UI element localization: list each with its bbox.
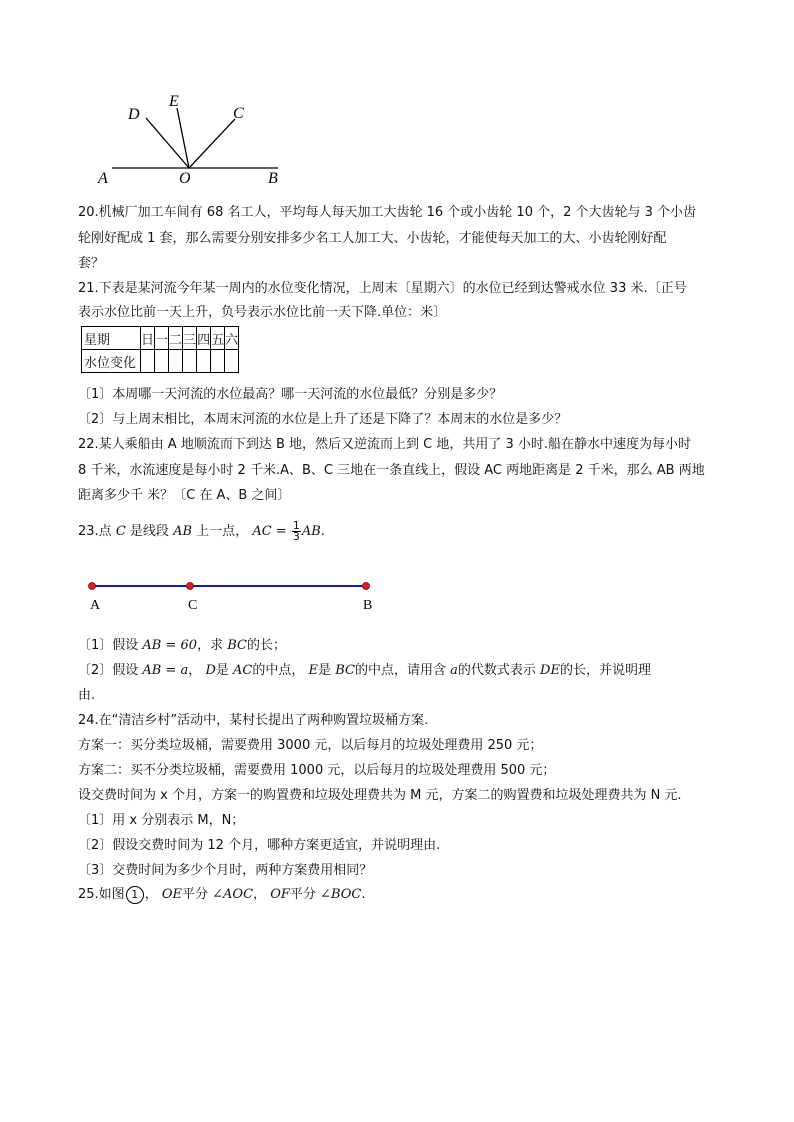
q23-text: 23.点 <box>78 524 112 539</box>
q23-sub2-bc: BC <box>335 663 355 678</box>
q24-line-2: 方案一：买分类垃圾桶，需要费用 3000 元，以后每月的垃圾处理费用 250 元； <box>78 738 543 753</box>
q23-sub2-d: D <box>205 663 216 678</box>
q23-sub-2 <box>78 662 651 680</box>
q23-sub-2-cont: 由. <box>78 688 96 703</box>
label-c: C <box>233 105 244 122</box>
q23-sub2-de: DE <box>540 663 560 678</box>
q23-sub2-text: 是 <box>215 663 229 678</box>
point-c: C <box>115 524 126 539</box>
q21-sub-1: 〔1〕本周哪一天河流的水位最高？哪一天河流的水位最低？分别是多少？ <box>78 387 503 402</box>
q23-text: 是线段 <box>129 524 169 539</box>
water-level-table <box>81 326 239 373</box>
segment-figure <box>82 576 382 616</box>
q23-sub1-text: 的长； <box>246 638 286 653</box>
ray-oe <box>177 108 189 168</box>
ray-od <box>146 118 189 168</box>
table-row-changes <box>82 350 239 373</box>
table-header-change: 水位变化 <box>82 350 141 373</box>
table-cell <box>225 350 239 373</box>
q23-sub1-text: 〔1〕假设 <box>78 638 139 653</box>
q25-text: 25.如图 <box>78 887 125 902</box>
table-day: 一 <box>155 327 169 350</box>
table-cell <box>141 350 155 373</box>
angle-boc: ∠BOC <box>320 887 362 902</box>
q25-stem <box>78 886 365 904</box>
q22-line-2: 8 千米，水流速度是每小时 2 千米.A、B、C 三地在一条直线上，假设 AC 两地距离是 2 千米，那么 AB 两地 <box>78 463 705 478</box>
q23-sub2-eq: AB = a <box>142 663 189 678</box>
q23-sub2-e: E <box>308 663 319 678</box>
label-a: A <box>98 170 108 187</box>
label-o: O <box>179 170 191 187</box>
q25-text: ， <box>253 887 267 902</box>
q24-line-4: 设交费时间为 x 个月，方案一的购置费和垃圾处理费共为 M 元，方案二的购置费和垃圾处理费共为 N 元. <box>78 788 682 803</box>
q23-sub2-text: 的代数式表示 <box>457 663 536 678</box>
q23-sub2-text: 的中点，请用含 <box>354 663 446 678</box>
q23-text: 上一点， <box>196 524 249 539</box>
q23-sub1-bc: BC <box>227 638 247 653</box>
segment-ab: AB <box>173 524 193 539</box>
point-b-dot <box>363 583 370 590</box>
q22-line-3: 距离多少千 米？〔C 在 A、B 之间〕 <box>78 488 291 503</box>
table-day: 六 <box>225 327 239 350</box>
equation-lhs: AC = <box>252 524 287 539</box>
point-c-dot <box>187 583 194 590</box>
fraction-numerator: 1 <box>292 519 300 532</box>
q20-line-2: 轮刚好配成 1 套，那么需要分别安排多少名工人加工大、小齿轮，才能使每天加工的大、小齿轮刚好配 <box>78 231 667 246</box>
table-cell <box>183 350 197 373</box>
table-day: 五 <box>211 327 225 350</box>
q21-line-1: 21.下表是某河流今年某一周内的水位变化情况，上周末〔星期六〕的水位已经到达警戒水位 33 米.〔正号 <box>78 281 687 296</box>
table-header-weekday: 星期 <box>82 327 141 350</box>
q23-sub2-text: 是 <box>318 663 332 678</box>
table-cell <box>169 350 183 373</box>
angle-figure <box>90 88 300 188</box>
q23-sub2-ac: AC <box>233 663 253 678</box>
ray-oc <box>189 119 235 168</box>
fraction <box>292 521 301 542</box>
q24-sub-2: 〔2〕假设交费时间为 12 个月，哪种方案更适宜，并说明理由. <box>78 838 441 853</box>
segment-label-a: A <box>90 598 101 613</box>
q21-sub-2: 〔2〕与上周末相比，本周末河流的水位是上升了还是下降了？本周末的水位是多少？ <box>78 412 568 427</box>
table-day: 日 <box>141 327 155 350</box>
point-a-dot <box>89 583 96 590</box>
q23-sub2-text: 的长，并说明理 <box>559 663 651 678</box>
ray-oe-label: OE <box>161 887 182 902</box>
q25-text: 平分 <box>289 887 316 902</box>
q24-line-3: 方案二：买不分类垃圾桶，需要费用 1000 元，以后每月的垃圾处理费用 500 元； <box>78 763 556 778</box>
table-day: 四 <box>197 327 211 350</box>
q21-line-2: 表示水位比前一天上升，负号表示水位比前一天下降.单位：米〕 <box>78 305 447 320</box>
table-cell <box>155 350 169 373</box>
q24-sub-3: 〔3〕交费时间为多少个月时，两种方案费用相同？ <box>78 863 373 878</box>
q23-sub2-text: 〔2〕假设 <box>78 663 139 678</box>
segment-label-b: B <box>363 598 373 613</box>
q24-sub-1: 〔1〕用 x 分别表示 M，N； <box>78 813 245 828</box>
table-cell <box>197 350 211 373</box>
equation-rhs: AB <box>301 524 321 539</box>
label-b: B <box>268 170 278 187</box>
q23-sub1-text: ，求 <box>197 638 224 653</box>
q22-line-1: 22.某人乘船由 A 地顺流而下到达 B 地，然后又逆流而上到 C 地，共用了 3 小时.船在静水中速度为每小时 <box>78 437 692 452</box>
q25-text: 平分 <box>182 887 209 902</box>
angle-aoc: ∠AOC <box>212 887 254 902</box>
q25-text: . <box>361 887 366 902</box>
q23-sub-1 <box>78 637 286 655</box>
q23-sub1-eq: AB = 60 <box>142 638 198 653</box>
q25-text: ， <box>144 887 158 902</box>
table-day: 二 <box>169 327 183 350</box>
q23-sub2-text: 的中点， <box>252 663 305 678</box>
label-d: D <box>128 106 140 123</box>
label-e: E <box>169 93 179 110</box>
q23-stem <box>78 521 325 542</box>
segment-label-c: C <box>188 598 198 613</box>
q20-line-3: 套？ <box>78 256 105 271</box>
q23-sub2-text: ， <box>188 663 202 678</box>
q23-sub2-a: a <box>450 663 458 678</box>
q20-line-1: 20.机械厂加工车间有 68 名工人，平均每人每天加工大齿轮 16 个或小齿轮 10 个，2 个大齿轮与 3 个小齿 <box>78 205 697 220</box>
q23-period: . <box>320 524 325 539</box>
q24-line-1: 24.在“清洁乡村”活动中，某村长提出了两种购置垃圾桶方案. <box>78 713 429 728</box>
ray-of-label: OF <box>270 887 290 902</box>
figure-number-badge: 1 <box>126 886 144 904</box>
table-day: 三 <box>183 327 197 350</box>
table-cell <box>211 350 225 373</box>
fraction-denominator: 3 <box>292 530 300 543</box>
table-row-weekdays <box>82 327 239 350</box>
